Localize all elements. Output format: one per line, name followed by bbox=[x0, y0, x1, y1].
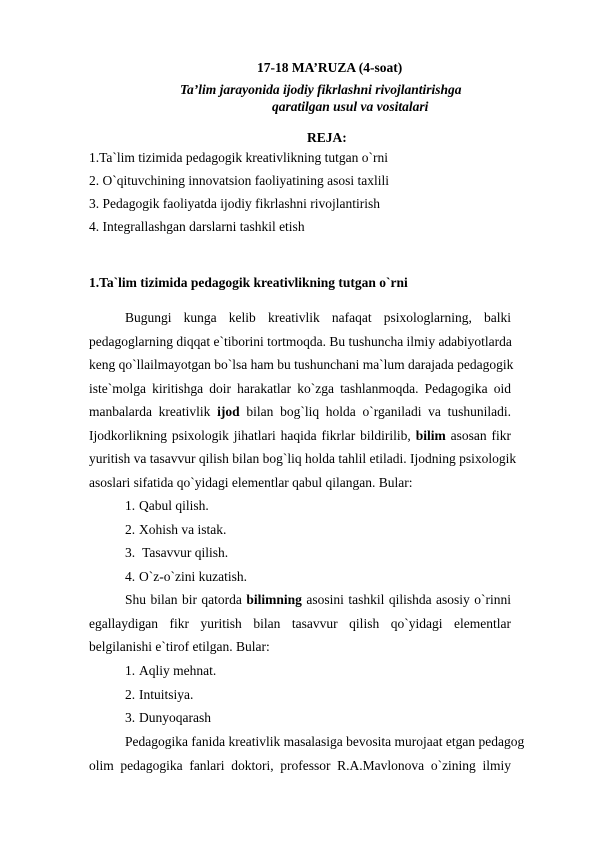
plan-item: 2. O`qituvchining innovatsion faoliyatining asosi taxlili bbox=[89, 173, 389, 188]
text-line: olim pedagogika fanlari doktori, professor R.A.Mavlonova o`zining ilmiy bbox=[89, 757, 511, 773]
topic-title-line1: Ta’lim jarayonida ijodiy fikrlashni rivojlantirishga bbox=[180, 82, 462, 97]
text-line: asoslari sifatida qo`yidagi elementlar qabul qilangan. Bular: bbox=[89, 474, 413, 490]
text-line: Bugungi kunga kelib kreativlik nafaqat psixologlarning, balki bbox=[125, 310, 511, 325]
text-line: yuritish va tasavvur qilish bilan bog`liq holda tahlil etiladi. Ijodning psixologik bbox=[89, 451, 517, 466]
text-line: belgilanishi e`tirof etilgan. Bular: bbox=[89, 639, 270, 654]
list-item bbox=[125, 659, 216, 683]
list-number: 3. bbox=[125, 545, 136, 560]
plan-title: REJA: bbox=[307, 130, 347, 145]
list-number: 2. bbox=[125, 521, 136, 537]
plan-item: 1.Ta`lim tizimida pedagogik kreativlikning tutgan o`rni bbox=[89, 150, 388, 165]
list-text: Aqliy mehnat. bbox=[139, 663, 217, 678]
text-line: egallaydigan fikr yuritish bilan tasavvur qilish qo`yidagi elementlar bbox=[89, 615, 511, 631]
text-run: asosini tashkil qilishda asosiy o`rinni bbox=[306, 592, 512, 607]
term-bilim: bilim bbox=[415, 427, 446, 443]
list-item bbox=[125, 541, 247, 565]
text-line: keng qo`llailmayotgan bo`lsa ham bu tushunchani ma`lum darajada pedagogik bbox=[89, 357, 514, 372]
text-line: pedagoglarning diqqat e`tiborini tortmoqda. Bu tushuncha ilmiy adabiyotlarda bbox=[89, 333, 512, 349]
topic-title-line2: qaratilgan usul va vositalari bbox=[272, 99, 429, 114]
list-elements-1 bbox=[125, 494, 247, 588]
text-line: Pedagogika fanida kreativlik masalasiga bevosita murojaat etgan pedagog bbox=[125, 734, 525, 749]
text-run: asosan fikr bbox=[450, 427, 512, 443]
list-item bbox=[125, 565, 247, 589]
list-text: Intuitsiya. bbox=[139, 686, 194, 702]
list-number: 1. bbox=[125, 663, 136, 678]
text-line bbox=[89, 588, 511, 612]
paragraph-3 bbox=[89, 730, 525, 777]
list-number: 1. bbox=[125, 498, 136, 513]
list-number: 4. bbox=[125, 568, 136, 584]
list-text: Qabul qilish. bbox=[139, 498, 209, 513]
plan-item: 3. Pedagogik faoliyatda ijodiy fikrlashni rivojlantirish bbox=[89, 196, 380, 211]
text-run: Ijodkorlikning psixologik jihatlari haqida fikrlar bildirilib, bbox=[89, 427, 411, 443]
paragraph-1 bbox=[89, 306, 517, 494]
text-line bbox=[89, 424, 511, 448]
list-number: 2. bbox=[125, 686, 136, 702]
list-number: 3. bbox=[125, 710, 136, 725]
text-line: iste`molga kiritishga doir harakatlar ko`zga tashlanmoqda. Pedagogika oid bbox=[89, 380, 511, 396]
list-text: Xohish va istak. bbox=[139, 521, 227, 537]
list-text: O`z-o`zini kuzatish. bbox=[139, 568, 247, 584]
plan-item: 4. Integrallashgan darslarni tashkil etish bbox=[89, 219, 305, 234]
text-run: Shu bilan bir qatorda bbox=[125, 592, 242, 607]
text-run: manbalarda kreativlik bbox=[89, 404, 211, 419]
list-elements-2 bbox=[125, 659, 216, 730]
list-item bbox=[125, 494, 247, 518]
lecture-title: 17-18 MA’RUZA (4-soat) bbox=[257, 60, 403, 75]
list-text: Tasavvur qilish. bbox=[139, 545, 229, 560]
paragraph-2 bbox=[89, 588, 511, 659]
text-run: bilan bog`liq holda o`rganiladi va tushuniladi. bbox=[246, 404, 512, 419]
list-item bbox=[125, 518, 247, 542]
list-item bbox=[125, 706, 216, 730]
term-ijod: ijod bbox=[217, 404, 240, 419]
text-line bbox=[89, 400, 511, 424]
list-text: Dunyoqarash bbox=[139, 710, 211, 725]
term-bilimning: bilimning bbox=[246, 592, 302, 607]
list-item bbox=[125, 683, 216, 707]
section-heading: 1.Ta`lim tizimida pedagogik kreativlikning tutgan o`rni bbox=[89, 275, 408, 290]
